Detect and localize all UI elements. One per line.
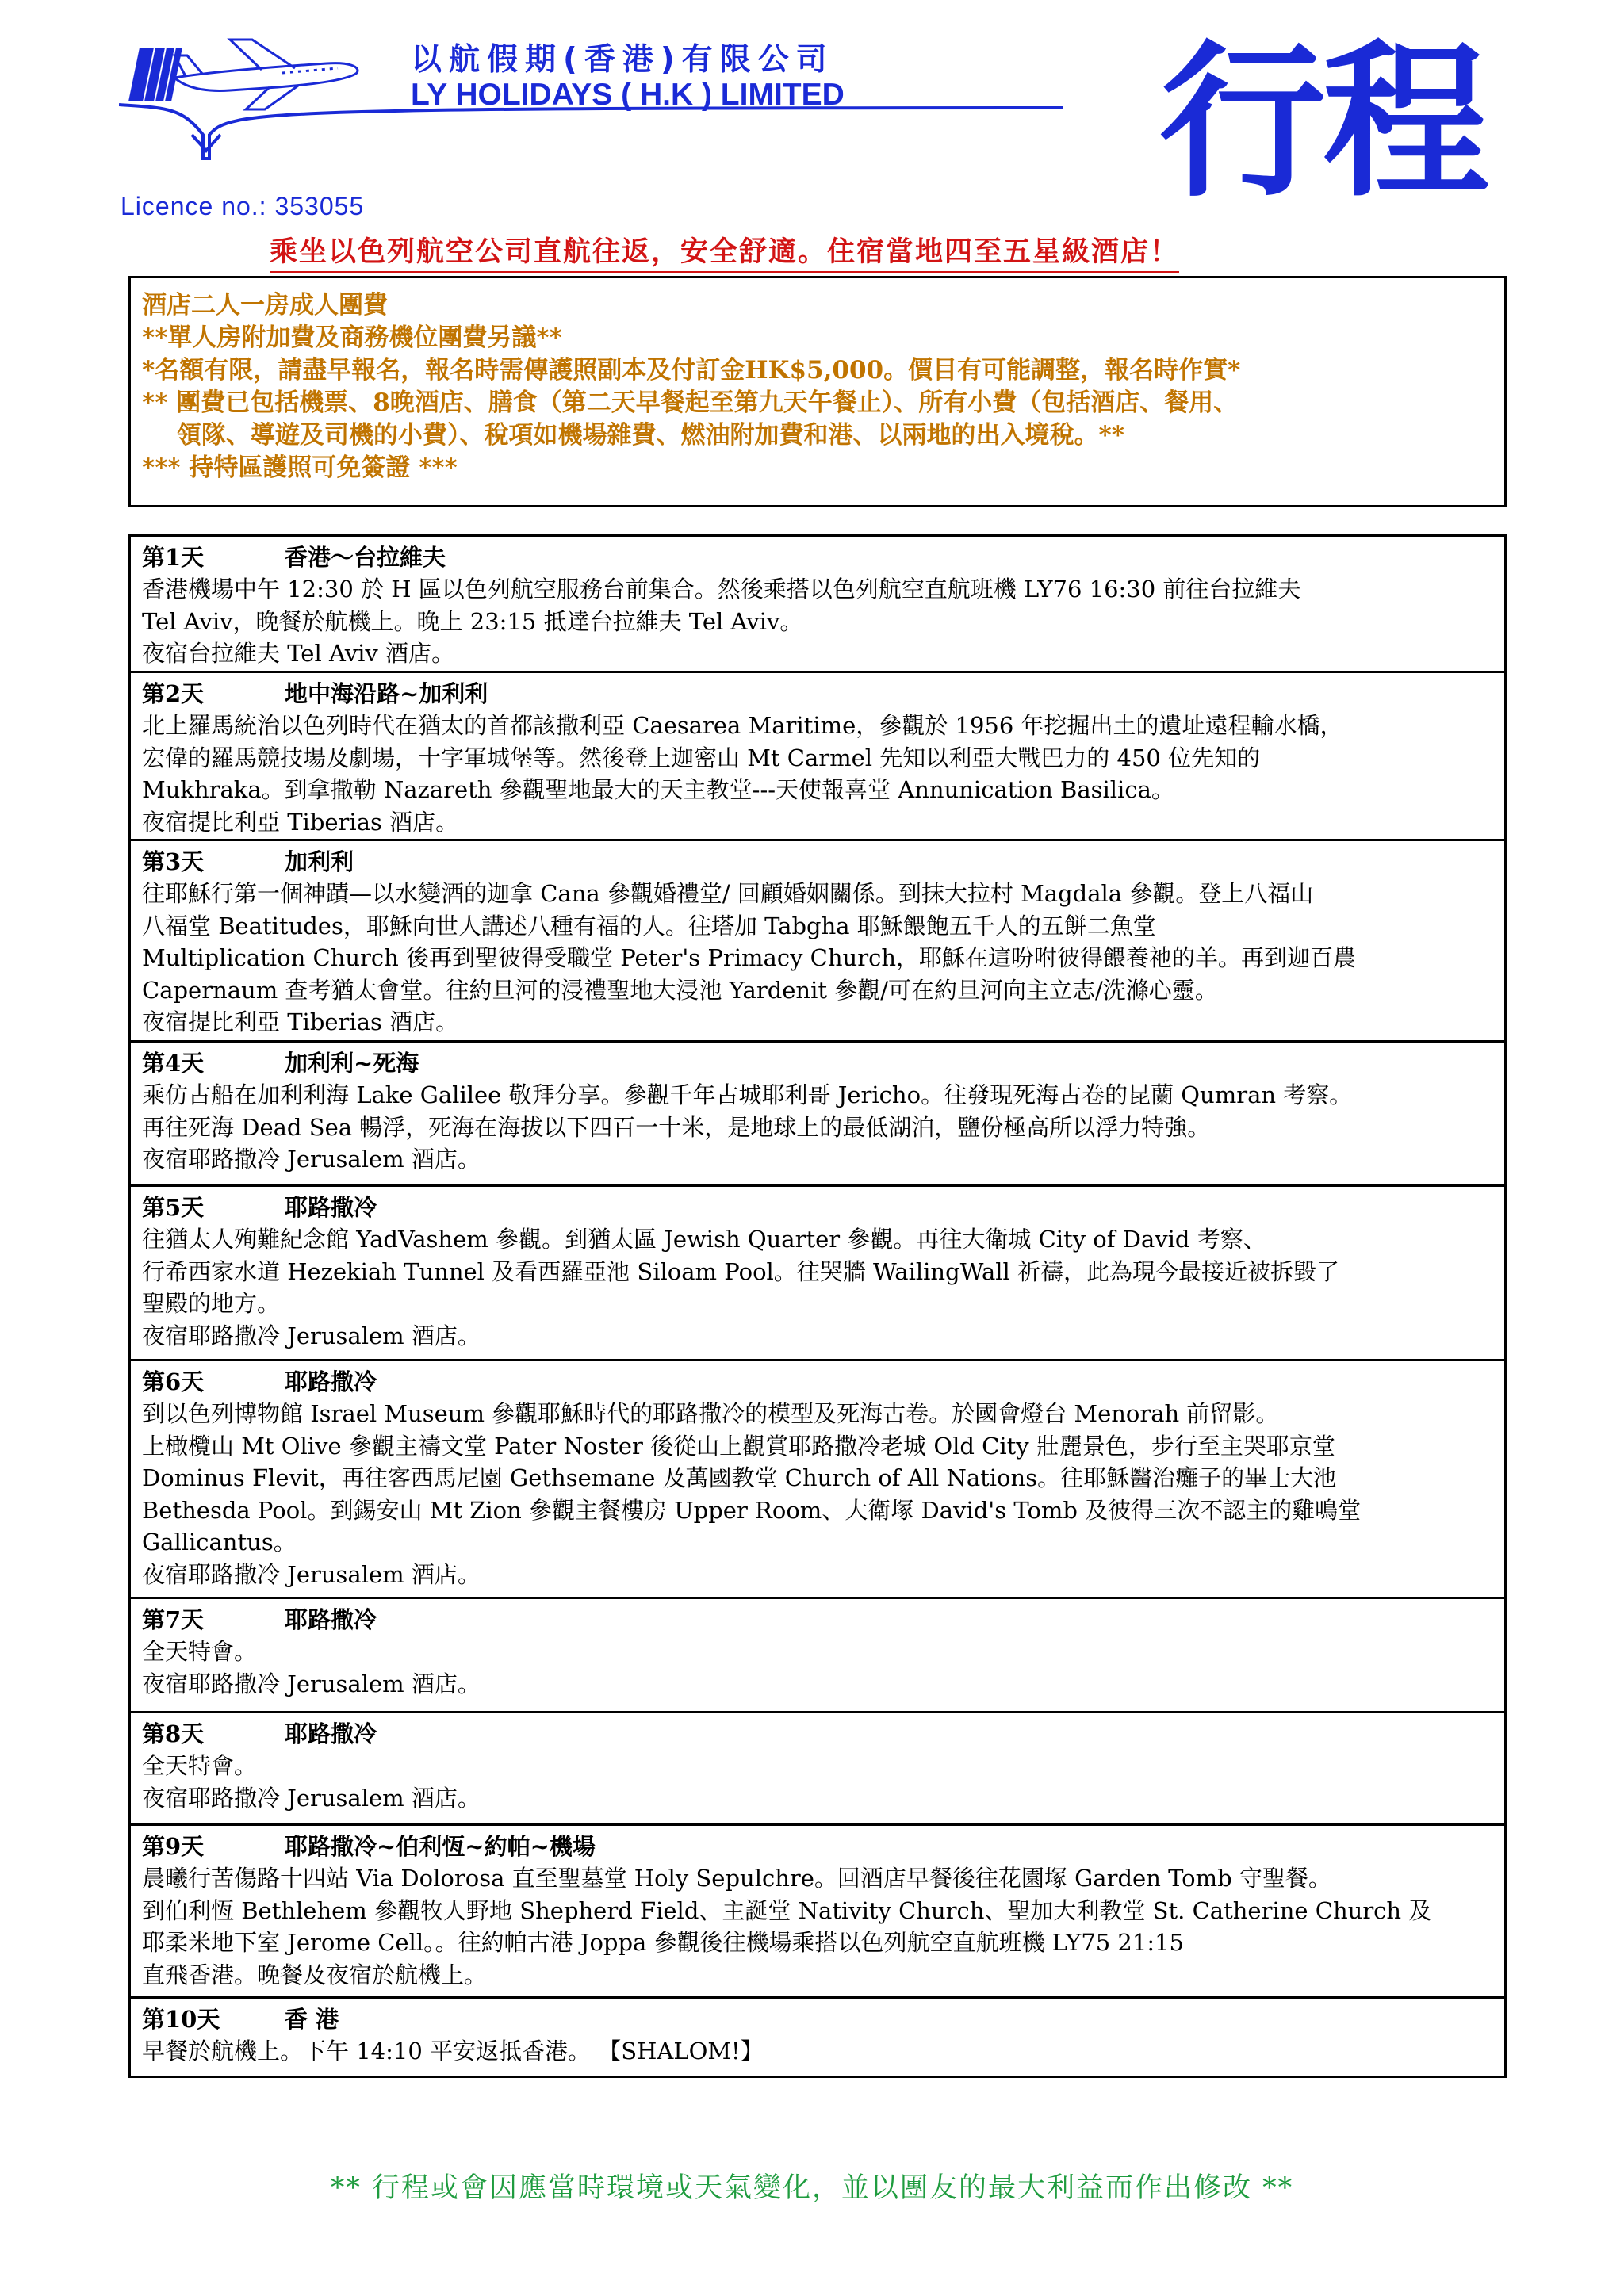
day-number: 第7天 xyxy=(142,1606,205,1633)
day-section xyxy=(131,1043,1504,1187)
day-title: 耶路撒冷 xyxy=(285,1606,377,1633)
day-title: 耶路撒冷 xyxy=(285,1194,377,1221)
day-text-line: 全天特會。 xyxy=(142,1752,258,1779)
day-text-line: 八福堂 Beatitudes，耶穌向世人講述八種有福的人。往塔加 Tabgha 耶穌餵飽五千人的五餅二魚堂 xyxy=(142,912,1156,939)
day-text-line: 全天特會。 xyxy=(142,1638,258,1665)
day-section xyxy=(131,537,1504,673)
day-text-line: 到伯利恆 Bethlehem 參觀牧人野地 Shepherd Field、主誕堂 Nativity Church、聖加大利教堂 St. Catherine Church 及 xyxy=(142,1896,1432,1924)
day-number: 第4天 xyxy=(142,1050,205,1077)
day-title: 地中海沿路~加利利 xyxy=(285,680,488,707)
day-number: 第9天 xyxy=(142,1833,205,1860)
day-section xyxy=(131,673,1504,841)
airplane-icon xyxy=(174,40,358,109)
day-text-line: Mukhraka。到拿撒勒 Nazareth 參觀聖地最大的天主教堂---天使報喜堂 Annunication Basilica。 xyxy=(142,776,1174,803)
note-line: *** 持特區護照可免簽證 *** xyxy=(142,453,458,482)
licence-number: Licence no.: 353055 xyxy=(121,192,365,220)
tagline: 乘坐以色列航空公司直航往返，安全舒適。住宿當地四至五星級酒店！ xyxy=(270,230,1179,273)
note-line: ** 團費已包括機票、8晚酒店、膳食（第二天早餐起至第九天午餐止）、所有小費（包括酒店、餐用、 xyxy=(142,388,1239,417)
day-text-line: Tel Aviv，晚餐於航機上。晚上 23:15 抵達台拉維夫 Tel Aviv。 xyxy=(142,607,803,635)
day-text-line: 夜宿耶路撒冷 Jerusalem 酒店。 xyxy=(142,1784,481,1812)
day-text-line: 北上羅馬統治以色列時代在猶太的首都該撒利亞 Caesarea Maritime，參觀於 1956 年挖掘出土的遺址遠程輸水橋， xyxy=(142,712,1343,739)
day-section xyxy=(131,1826,1504,1999)
day-text-line: 直飛香港。晚餐及夜宿於航機上。 xyxy=(142,1961,488,1988)
day-text-line: Gallicantus。 xyxy=(142,1529,297,1556)
day-number: 第2天 xyxy=(142,680,205,707)
day-number: 第8天 xyxy=(142,1720,205,1747)
day-text-line: 夜宿耶路撒冷 Jerusalem 酒店。 xyxy=(142,1146,481,1173)
day-text-line: Dominus Flevit，再往客西馬尼園 Gethsemane 及萬國教堂 Church of All Nations。往耶穌醫治癱子的畢士大池 xyxy=(142,1464,1337,1491)
day-title: 香 港 xyxy=(285,2006,339,2033)
company-name-english: LY HOLIDAYS ( H.K ) LIMITED xyxy=(411,78,845,112)
day-text-line: 夜宿提比利亞 Tiberias 酒店。 xyxy=(142,1008,459,1035)
logo-swoosh xyxy=(119,105,1063,159)
footer-note: ** 行程或會因應當時環境或天氣變化，並以團友的最大利益而作出修改 ** xyxy=(330,2172,1294,2204)
day-text-line: Multiplication Church 後再到聖彼得受職堂 Peter's Primacy Church，耶穌在這吩咐彼得餵養祂的羊。再到迦百農 xyxy=(142,944,1356,971)
day-text-line: 上橄欖山 Mt Olive 參觀主禱文堂 Pater Noster 後從山上觀賞耶路撒冷老城 Old City 壯麗景色，步行至主哭耶京堂 xyxy=(142,1432,1335,1460)
day-text-line: 行希西家水道 Hezekiah Tunnel 及看西羅亞池 Siloam Pool。往哭牆 WailingWall 祈禱，此為現今最接近被拆毀了 xyxy=(142,1257,1340,1285)
itinerary-table xyxy=(128,534,1507,2078)
day-text-line: 宏偉的羅馬競技場及劇場，十字軍城堡等。然後登上迦密山 Mt Carmel 先知以利亞大戰巴力的 450 位先知的 xyxy=(142,744,1261,771)
company-name-chinese: 以航假期(香港)有限公司 xyxy=(411,42,834,78)
day-number: 第6天 xyxy=(142,1368,205,1395)
day-title: 耶路撒冷~伯利恆~約帕~機場 xyxy=(285,1833,596,1860)
day-text-line: 早餐於航機上。下午 14:10 平安返抵香港。 【SHALOM!】 xyxy=(142,2038,764,2064)
day-text-line: Bethesda Pool。到錫安山 Mt Zion 參觀主餐樓房 Upper Room、大衛塚 David's Tomb 及彼得三次不認主的雞鳴堂 xyxy=(142,1496,1362,1524)
day-text-line: 夜宿耶路撒冷 Jerusalem 酒店。 xyxy=(142,1560,481,1588)
day-title: 耶路撒冷 xyxy=(285,1720,377,1747)
day-text-line: 夜宿提比利亞 Tiberias 酒店。 xyxy=(142,808,459,836)
day-text-line: 再往死海 Dead Sea 暢浮，死海在海拔以下四百一十米，是地球上的最低湖泊，鹽份極高所以浮力特強。 xyxy=(142,1113,1211,1141)
note-line: *名額有限，請盡早報名，報名時需傳護照副本及付訂金HK$5,000。價目有可能調整，報名時作實* xyxy=(142,356,1241,385)
day-section xyxy=(131,1599,1504,1713)
day-text-line: Capernaum 查考猶太會堂。往約旦河的浸禮聖地大浸池 Yardenit 參觀/可在約旦河向主立志/洗滌心靈。 xyxy=(142,976,1218,1004)
day-number: 第5天 xyxy=(142,1194,205,1221)
day-text-line: 到以色列博物館 Israel Museum 參觀耶穌時代的耶路撒冷的模型及死海古卷。於國會燈台 Menorah 前留影。 xyxy=(142,1400,1279,1427)
note-line: 酒店二人一房成人團費 xyxy=(142,291,388,320)
day-section xyxy=(131,1713,1504,1826)
note-line: **單人房附加費及商務機位團費另議** xyxy=(142,323,562,352)
day-text-line: 耶柔米地下室 Jerome Cell。。往約帕古港 Joppa 參觀後往機場乘搭以色列航空直航班機 LY75 21:15 xyxy=(142,1929,1185,1956)
day-text-line: 往猶太人殉難紀念館 YadVashem 參觀。到猶太區 Jewish Quarter 參觀。再往大衛城 City of David 考察、 xyxy=(142,1226,1266,1253)
day-text-line: 香港機場中午 12:30 於 H 區以色列航空服務台前集合。然後乘搭以色列航空直航班機 LY76 16:30 前往台拉維夫 xyxy=(142,576,1301,603)
day-text-line: 聖殿的地方。 xyxy=(142,1290,281,1317)
day-number: 第3天 xyxy=(142,848,205,875)
day-number: 第1天 xyxy=(142,544,205,571)
day-number: 第10天 xyxy=(142,2006,220,2033)
day-text-line: 夜宿耶路撒冷 Jerusalem 酒店。 xyxy=(142,1322,481,1349)
note-line: 領隊、導遊及司機的小費）、稅項如機場雜費、燃油附加費和港、以兩地的出入境稅。** xyxy=(177,421,1124,450)
day-section xyxy=(131,1361,1504,1599)
logo-y xyxy=(192,135,220,151)
price-notes-box xyxy=(128,276,1507,507)
day-section xyxy=(131,1187,1504,1361)
day-title: 加利利 xyxy=(285,848,354,875)
day-text-line: 夜宿台拉維夫 Tel Aviv 酒店。 xyxy=(142,640,454,667)
day-title: 耶路撒冷 xyxy=(285,1368,377,1395)
day-text-line: 乘仿古船在加利利海 Lake Galilee 敬拜分享。參觀千年古城耶利哥 Jericho。往發現死海古卷的昆蘭 Qumran 考察。 xyxy=(142,1081,1353,1108)
day-text-line: 晨曦行苦傷路十四站 Via Dolorosa 直至聖墓堂 Holy Sepulchre。回酒店早餐後往花園塚 Garden Tomb 守聖餐。 xyxy=(142,1865,1331,1892)
day-text-line: 夜宿耶路撒冷 Jerusalem 酒店。 xyxy=(142,1670,481,1697)
day-title: 香港～台拉維夫 xyxy=(285,544,446,571)
day-section xyxy=(131,841,1504,1043)
page-title: 行程 xyxy=(1159,25,1487,220)
day-text-line: 往耶穌行第一個神蹟—以水變酒的迦拿 Cana 參觀婚禮堂/ 回顧婚姻關係。到抹大拉村 Magdala 參觀。登上八福山 xyxy=(142,880,1314,907)
day-section xyxy=(131,1999,1504,2078)
day-title: 加利利~死海 xyxy=(285,1050,419,1077)
